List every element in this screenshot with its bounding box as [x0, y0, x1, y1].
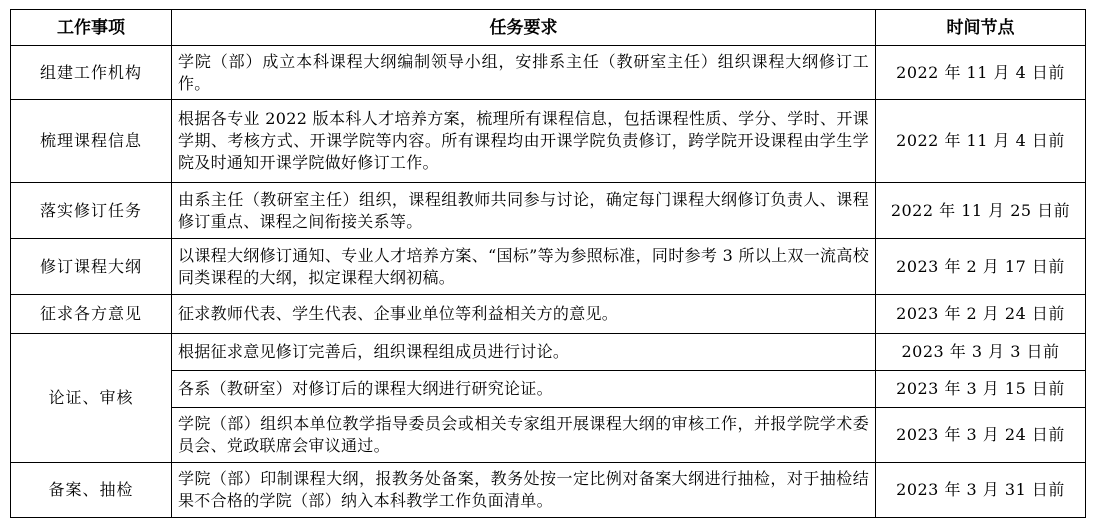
- work-item-cell: 梳理课程信息: [11, 100, 172, 183]
- header-task-requirement: 任务要求: [172, 10, 876, 46]
- deadline-cell: 2023 年 2 月 24 日前: [876, 295, 1086, 334]
- table-row: [11, 371, 1086, 408]
- work-item-cell: 备案、抽检: [11, 463, 172, 518]
- document: [10, 9, 1085, 518]
- table-row: [11, 408, 1086, 463]
- requirement-cell: 由系主任（教研室主任）组织，课程组教师共同参与讨论，确定每门课程大纲修订负责人、课程修订重点、课程之间衔接关系等。: [172, 183, 876, 239]
- deadline-cell: 2022 年 11 月 4 日前: [876, 100, 1086, 183]
- work-item-cell: 修订课程大纲: [11, 239, 172, 295]
- deadline-cell: 2023 年 2 月 17 日前: [876, 239, 1086, 295]
- deadline-cell: 2023 年 3 月 3 日前: [876, 334, 1086, 371]
- table-row: [11, 334, 1086, 371]
- table-row: [11, 463, 1086, 518]
- header-work-item: 工作事项: [11, 10, 172, 46]
- table-row: [11, 239, 1086, 295]
- requirement-cell: 以课程大纲修订通知、专业人才培养方案、“国标”等为参照标准，同时参考 3 所以上双一流高校同类课程的大纲，拟定课程大纲初稿。: [172, 239, 876, 295]
- work-item-cell: 征求各方意见: [11, 295, 172, 334]
- deadline-cell: 2022 年 11 月 25 日前: [876, 183, 1086, 239]
- work-item-cell: 组建工作机构: [11, 46, 172, 100]
- requirement-cell: 根据征求意见修订完善后，组织课程组成员进行讨论。: [172, 334, 876, 371]
- requirement-cell: 学院（部）组织本单位教学指导委员会或相关专家组开展课程大纲的审核工作，并报学院学术委员会、党政联席会审议通过。: [172, 408, 876, 463]
- deadline-cell: 2023 年 3 月 31 日前: [876, 463, 1086, 518]
- table-row: [11, 100, 1086, 183]
- requirement-cell: 根据各专业 2022 版本科人才培养方案，梳理所有课程信息，包括课程性质、学分、学时、开课学期、考核方式、开课学院等内容。所有课程均由开课学院负责修订，跨学院开设课程由学生学院及时通知开课学院做好修订工作。: [172, 100, 876, 183]
- deadline-cell: 2022 年 11 月 4 日前: [876, 46, 1086, 100]
- table-row: [11, 183, 1086, 239]
- header-deadline: 时间节点: [876, 10, 1086, 46]
- requirement-cell: 各系（教研室）对修订后的课程大纲进行研究论证。: [172, 371, 876, 408]
- schedule-table: [10, 9, 1086, 518]
- requirement-cell: 学院（部）印制课程大纲，报教务处备案，教务处按一定比例对备案大纲进行抽检，对于抽检结果不合格的学院（部）纳入本科教学工作负面清单。: [172, 463, 876, 518]
- table-row: [11, 46, 1086, 100]
- table-row: [11, 295, 1086, 334]
- deadline-cell: 2023 年 3 月 24 日前: [876, 408, 1086, 463]
- requirement-cell: 学院（部）成立本科课程大纲编制领导小组，安排系主任（教研室主任）组织课程大纲修订工作。: [172, 46, 876, 100]
- work-item-cell: 论证、审核: [11, 334, 172, 463]
- table-header-row: [11, 10, 1086, 46]
- deadline-cell: 2023 年 3 月 15 日前: [876, 371, 1086, 408]
- requirement-cell: 征求教师代表、学生代表、企事业单位等利益相关方的意见。: [172, 295, 876, 334]
- work-item-cell: 落实修订任务: [11, 183, 172, 239]
